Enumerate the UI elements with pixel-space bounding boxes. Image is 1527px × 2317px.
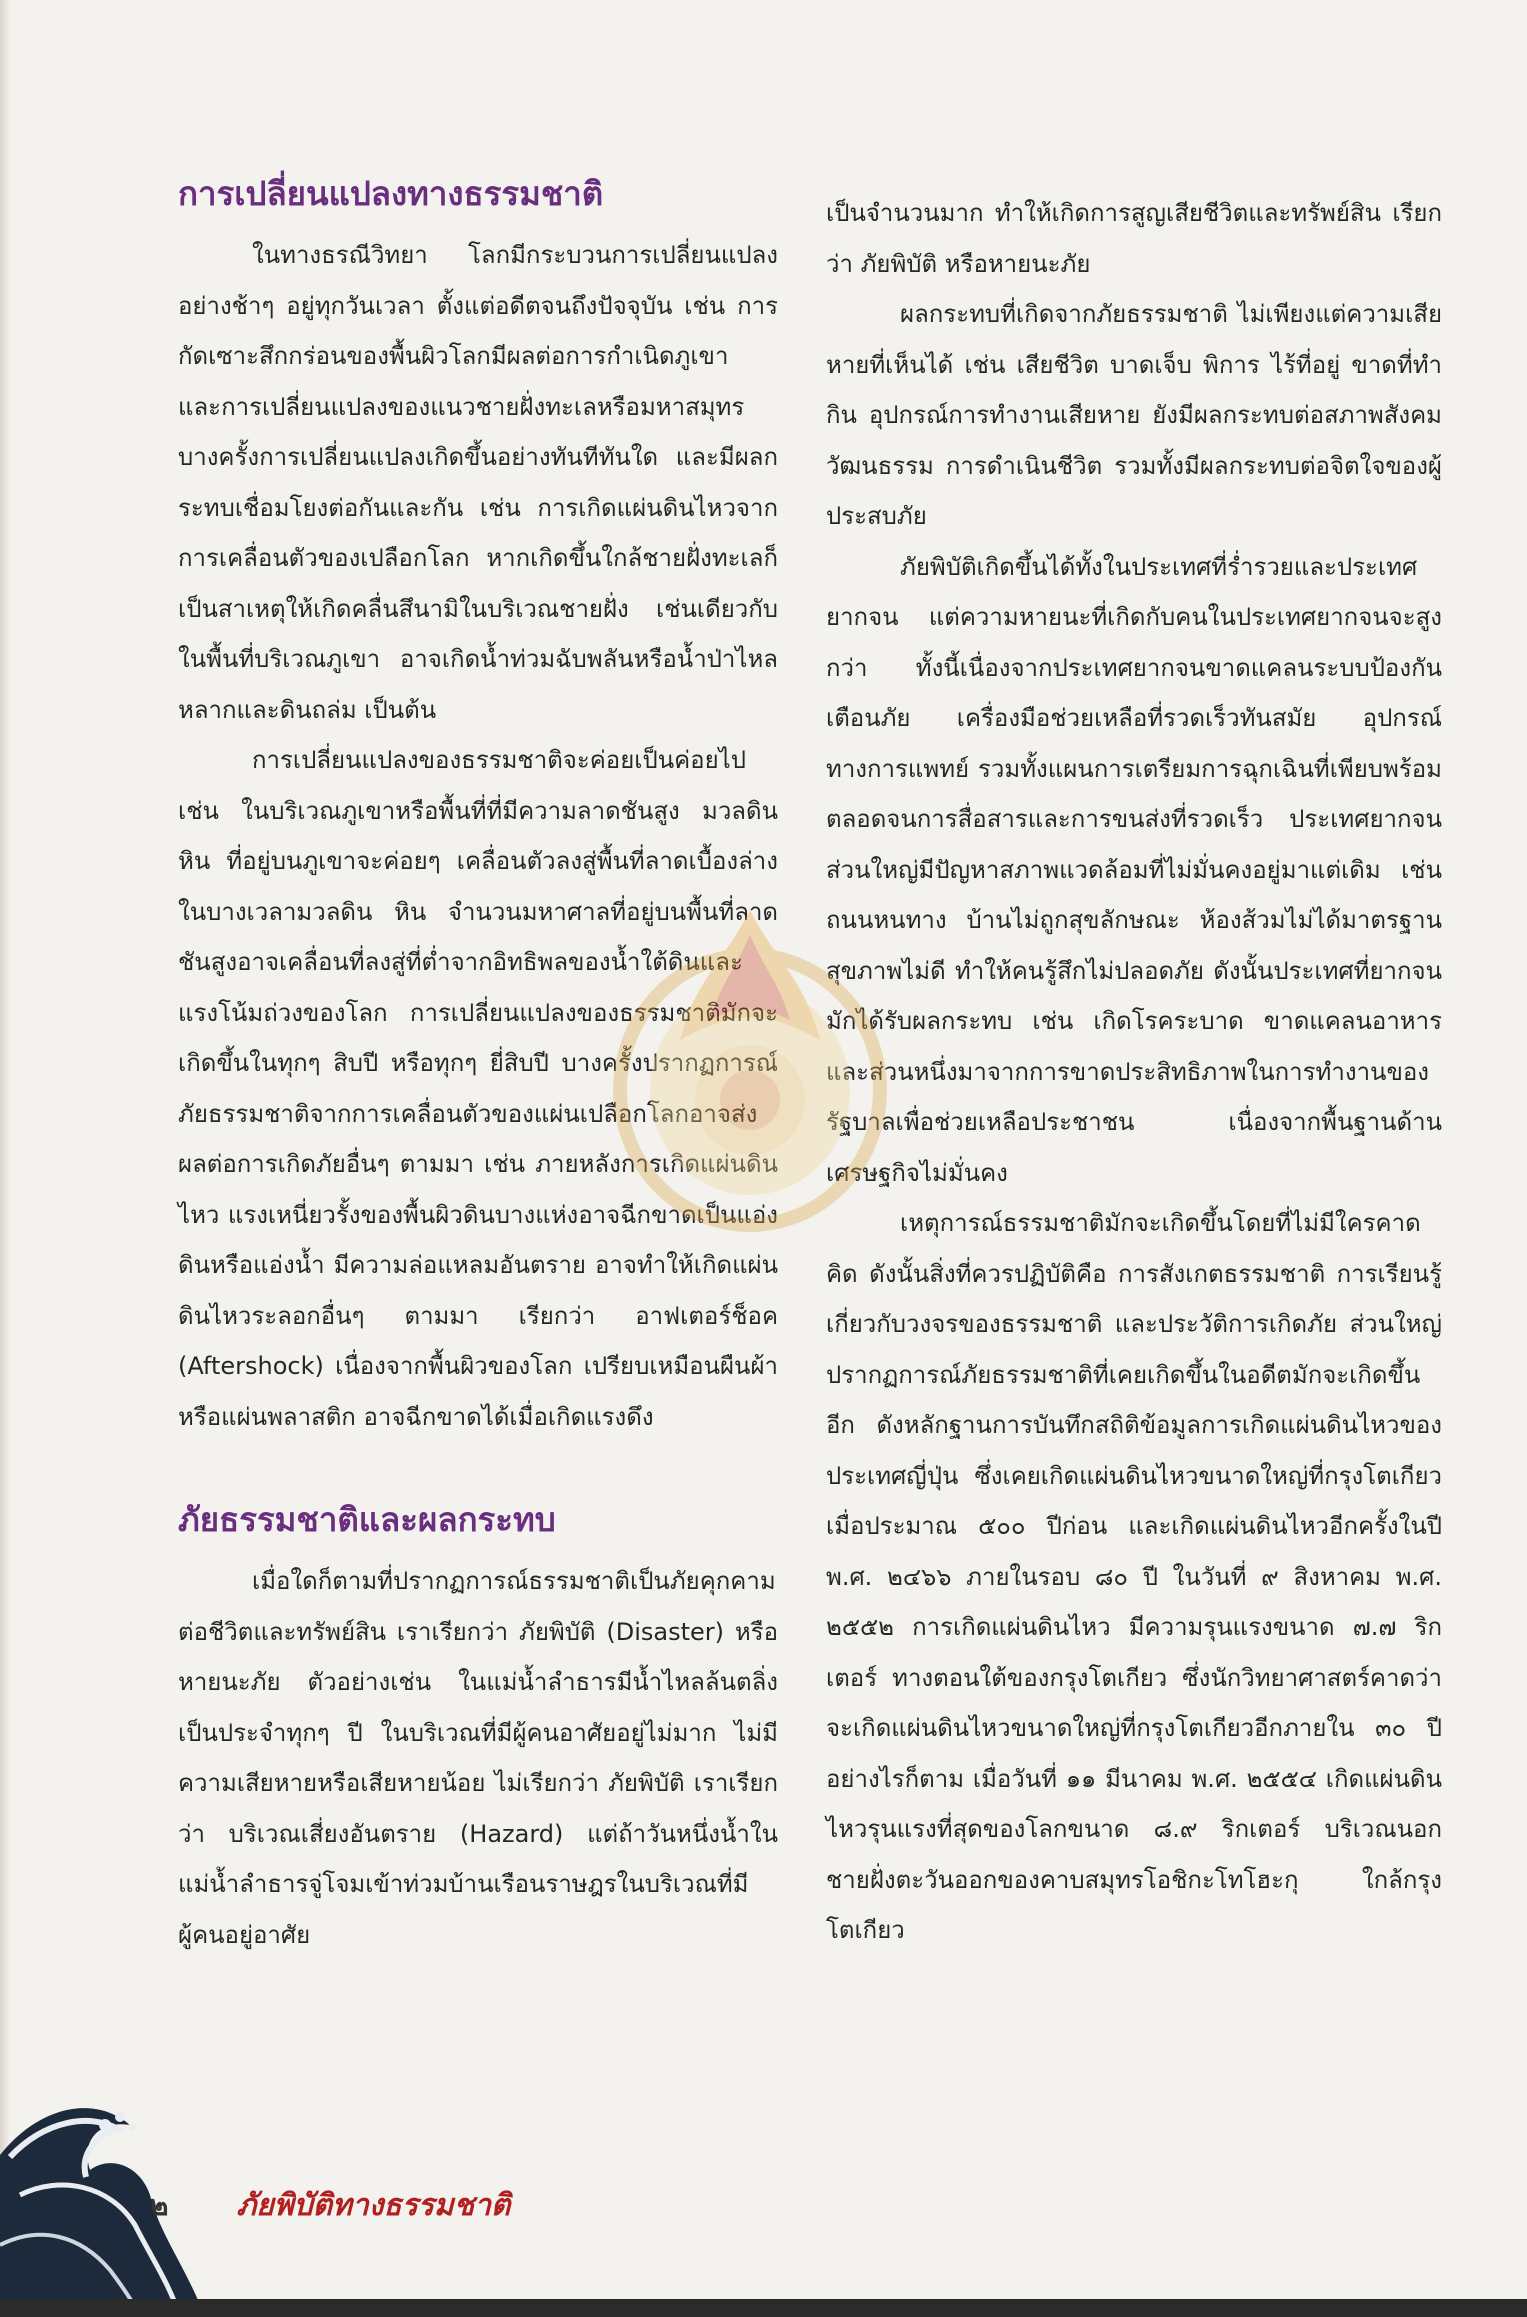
page-edge-shadow	[0, 0, 10, 2317]
paragraph: เหตุการณ์ธรรมชาติมักจะเกิดขึ้นโดยที่ไม่มีใครคาดคิด ดังนั้นสิ่งที่ควรปฏิบัติคือ การสังเกตธรรมชาติ การเรียนรู้เกี่ยวกับวงจรของธรรมชาติ และประวัติการเกิดภัย ส่วนใหญ่ปรากฏการณ์ภัยธรรมชาติที่เคยเกิดขึ้นในอดีตมักจะเกิดขึ้นอีก ดังหลักฐานการบันทึกสถิติข้อมูลการเกิดแผ่นดินไหวของประเทศญี่ปุ่น ซึ่งเคยเกิดแผ่นดินไหวขนาดใหญ่ที่กรุงโตเกียว เมื่อประมาณ ๕๐๐ ปีก่อน และเกิดแผ่นดินไหวอีกครั้งในปี พ.ศ. ๒๔๖๖ ภายในรอบ ๘๐ ปี ในวันที่ ๙ สิงหาคม พ.ศ. ๒๕๕๒ การเกิดแผ่นดินไหว มีความรุนแรงขนาด ๗.๗ ริกเตอร์ ทางตอนใต้ของกรุงโตเกียว ซึ่งนักวิทยาศาสตร์คาดว่า จะเกิดแผ่นดินไหวขนาดใหญ่ที่กรุงโตเกียวอีกภายใน ๓๐ ปี อย่างไรก็ตาม เมื่อวันที่ ๑๑ มีนาคม พ.ศ. ๒๕๕๔ เกิดแผ่นดินไหวรุนแรงที่สุดของโลกขนาด ๘.๙ ริกเตอร์ บริเวณนอกชายฝั่งตะวันออกของคาบสมุทรโอชิกะโทโฮะกุ ใกล้กรุงโตเกียว	[826, 1209, 1442, 1944]
page-footer	[150, 2182, 510, 2229]
running-title: ภัยพิบัติทางธรรมชาติ	[236, 2188, 511, 2223]
paragraph-continued: เป็นจำนวนมาก ทำให้เกิดการสูญเสียชีวิตและทรัพย์สิน เรียกว่า ภัยพิบัติ หรือหายนะภัย	[826, 199, 1442, 278]
section-gap	[178, 1442, 778, 1498]
watermark-seal-icon	[585, 890, 915, 1250]
paragraph: ในทางธรณีวิทยา โลกมีกระบวนการเปลี่ยนแปลงอย่างช้าๆ อยู่ทุกวันเวลา ตั้งแต่อดีตจนถึงปัจจุบัน เช่น การกัดเซาะสึกกร่อนของพื้นผิวโลกมีผลต่อการกำเนิดภูเขา และการเปลี่ยนแปลงของแนวชายฝั่งทะเลหรือมหาสมุทร บางครั้งการเปลี่ยนแปลงเกิดขึ้นอย่างทันทีทันใด และมีผลกระทบเชื่อมโยงต่อกันและกัน เช่น การเกิดแผ่นดินไหวจากการเคลื่อนตัวของเปลือกโลก หากเกิดขึ้นใกล้ชายฝั่งทะเลก็เป็นสาเหตุให้เกิดคลื่นสึนามิในบริเวณชายฝั่ง เช่นเดียวกับในพื้นที่บริเวณภูเขา อาจเกิดน้ำท่วมฉับพลันหรือน้ำป่าไหลหลากและดินถล่ม เป็นต้น	[178, 241, 778, 724]
paragraph: เมื่อใดก็ตามที่ปรากฏการณ์ธรรมชาติเป็นภัยคุกคามต่อชีวิตและทรัพย์สิน เราเรียกว่า ภัยพิบัติ (Disaster) หรือหายนะภัย ตัวอย่างเช่น ในแม่น้ำลำธารมีน้ำไหลล้นตลิ่งเป็นประจำทุกๆ ปี ในบริเวณที่มีผู้คนอาศัยอยู่ไม่มาก ไม่มีความเสียหายหรือเสียหายน้อย ไม่เรียกว่า ภัยพิบัติ เราเรียกว่า บริเวณเสี่ยงอันตราย (Hazard) แต่ถ้าวันหนึ่งน้ำในแม่น้ำลำธารจู่โจมเข้าท่วมบ้านเรือนราษฎรในบริเวณที่มีผู้คนอยู่อาศัย	[178, 1567, 778, 1949]
paragraph: การเปลี่ยนแปลงของธรรมชาติจะค่อยเป็นค่อยไป เช่น ในบริเวณภูเขาหรือพื้นที่ที่มีความลาดชันสูง มวลดิน หิน ที่อยู่บนภูเขาจะค่อยๆ เคลื่อนตัวลงสู่พื้นที่ลาดเบื้องล่าง ในบางเวลามวลดิน หิน จำนวนมหาศาลที่อยู่บนพื้นที่ลาดชันสูงอาจเคลื่อนที่ลงสู่ที่ต่ำจากอิทธิพลของน้ำใต้ดินและแรงโน้มถ่วงของโลก การเปลี่ยนแปลงของธรรมชาติมักจะเกิดขึ้นในทุกๆ สิบปี หรือทุกๆ ยี่สิบปี บางครั้งปรากฏการณ์ภัยธรรมชาติจากการเคลื่อนตัวของแผ่นเปลือกโลกอาจส่งผลต่อการเกิดภัยอื่นๆ ตามมา เช่น ภายหลังการเกิดแผ่นดินไหว แรงเหนี่ยวรั้งของพื้นผิวดินบางแห่งอาจฉีกขาดเป็นแอ่งดินหรือแอ่งน้ำ มีความล่อแหลมอันตราย อาจทำให้เกิดแผ่นดินไหวระลอกอื่นๆ ตามมา เรียกว่า อาฟเตอร์ช็อค (Aftershock) เนื่องจากพื้นผิวของโลก เปรียบเหมือนผืนผ้าหรือแผ่นพลาสติก อาจฉีกขาดได้เมื่อเกิดแรงดึง	[178, 746, 778, 1431]
bottom-scan-border	[0, 2299, 1527, 2317]
right-column	[826, 188, 1442, 1956]
paragraph: ภัยพิบัติเกิดขึ้นได้ทั้งในประเทศที่ร่ำรวยและประเทศยากจน แต่ความหายนะที่เกิดกับคนในประเทศยากจนจะสูงกว่า ทั้งนี้เนื่องจากประเทศยากจนขาดแคลนระบบป้องกัน เตือนภัย เครื่องมือช่วยเหลือที่รวดเร็วทันสมัย อุปกรณ์ทางการแพทย์ รวมทั้งแผนการเตรียมการฉุกเฉินที่เพียบพร้อม ตลอดจนการสื่อสารและการขนส่งที่รวดเร็ว ประเทศยากจนส่วนใหญ่มีปัญหาสภาพแวดล้อมที่ไม่มั่นคงอยู่มาแต่เดิม เช่น ถนนหนทาง บ้านไม่ถูกสุขลักษณะ ห้องส้วมไม่ได้มาตรฐาน สุขภาพไม่ดี ทำให้คนรู้สึกไม่ปลอดภัย ดังนั้นประเทศที่ยากจนมักได้รับผลกระทบ เช่น เกิดโรคระบาด ขาดแคลนอาหาร และส่วนหนึ่งมาจากการขาดประสิทธิภาพในการทำงานของรัฐบาลเพื่อช่วยเหลือประชาชน เนื่องจากพื้นฐานด้านเศรษฐกิจไม่มั่นคง	[826, 552, 1442, 1187]
paragraph: ผลกระทบที่เกิดจากภัยธรรมชาติ ไม่เพียงแต่ความเสียหายที่เห็นได้ เช่น เสียชีวิต บาดเจ็บ พิการ ไร้ที่อยู่ ขาดที่ทำกิน อุปกรณ์การทำงานเสียหาย ยังมีผลกระทบต่อสภาพสังคม วัฒนธรรม การดำเนินชีวิต รวมทั้งมีผลกระทบต่อจิตใจของผู้ประสบภัย	[826, 300, 1442, 530]
page-number: ๒	[150, 2189, 169, 2222]
section-heading-natural-change: การเปลี่ยนแปลงทางธรรมชาติ	[178, 174, 604, 213]
section-heading-disaster-impact: ภัยธรรมชาติและผลกระทบ	[178, 1500, 556, 1539]
